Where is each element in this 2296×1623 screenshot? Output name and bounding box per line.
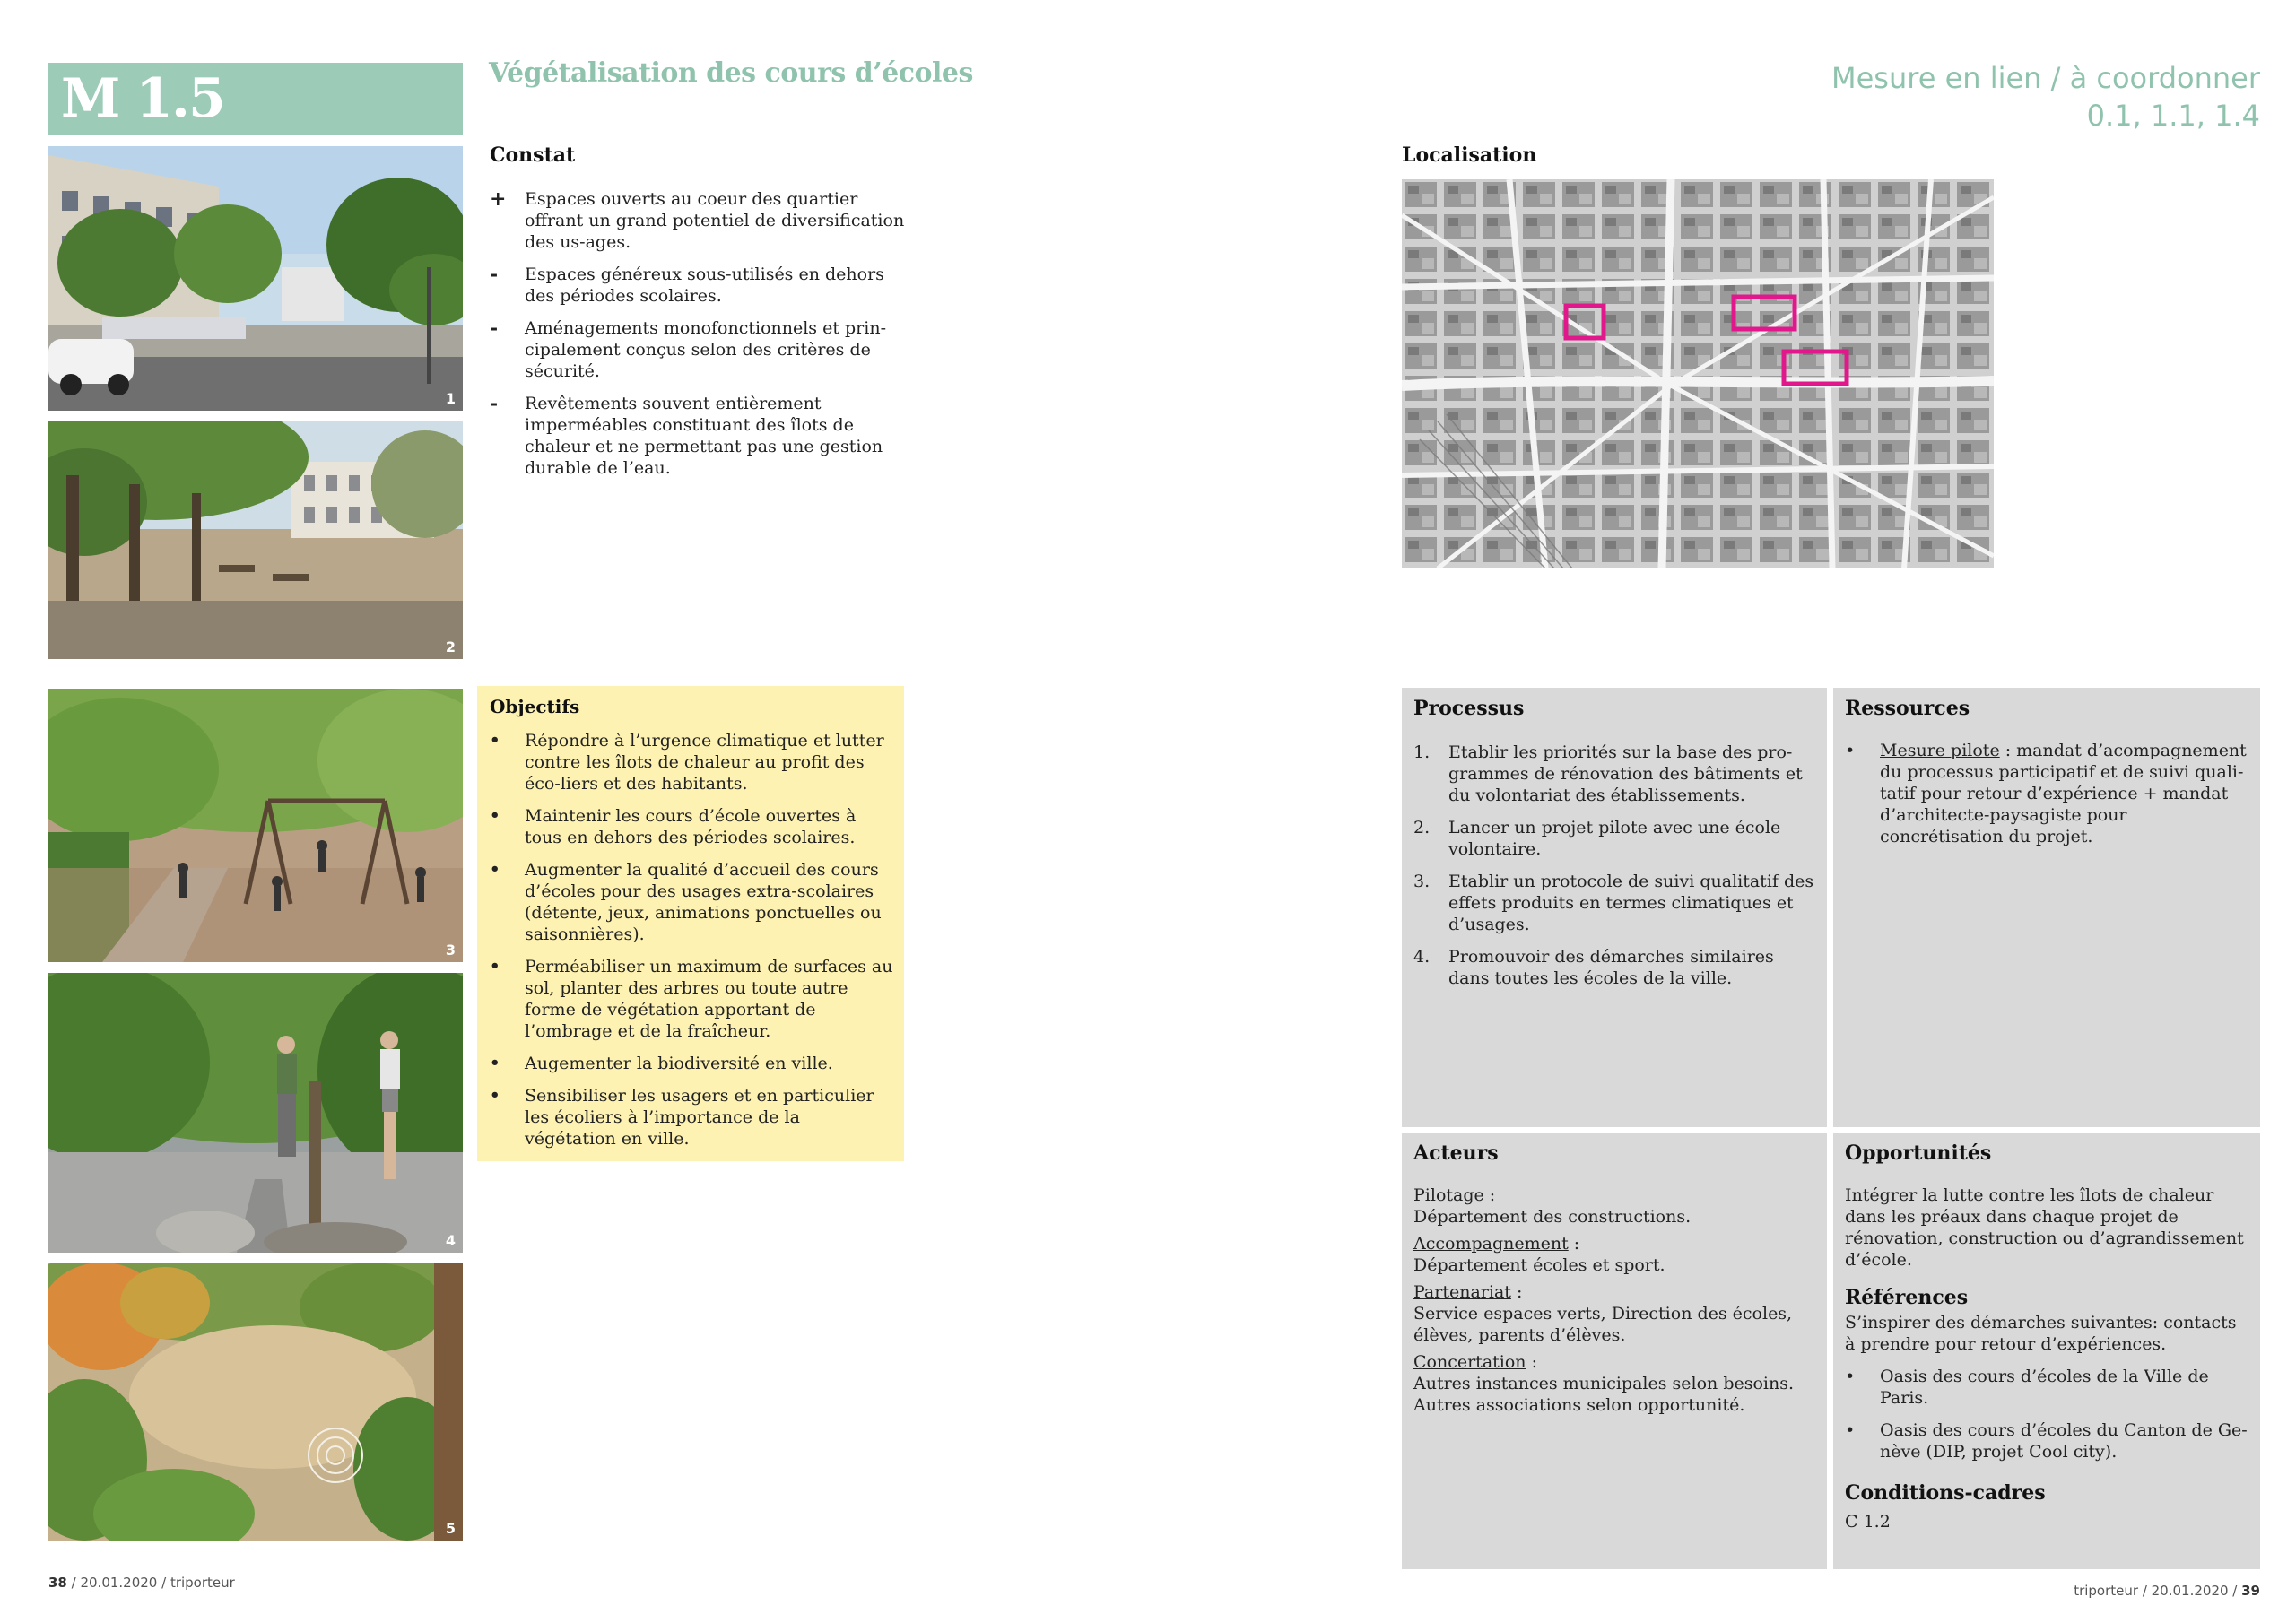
- acteur-group: [1413, 1233, 1817, 1276]
- list-item: [1413, 742, 1817, 806]
- list-item-text: Répondre à l’urgence climatique et lutter contre les îlots de chaleur au profit des éco-liers et des habitants.: [525, 731, 884, 794]
- bullet-icon: •: [490, 1054, 500, 1072]
- conditions-heading: Conditions-cadres: [1845, 1481, 2046, 1505]
- list-item: [490, 1053, 893, 1074]
- opportunites-heading: Opportunités: [1845, 1141, 1992, 1165]
- list-item: [1413, 817, 1817, 860]
- opportunites-content: [1845, 1185, 2248, 1532]
- acteur-label: Partenariat: [1413, 1282, 1511, 1302]
- list-item-text: Revêtements souvent entièrement imperméables constituant des îlots de chaleur et ne permettant pas une gestion durable de l’eau.: [525, 394, 883, 478]
- footer-text: / 20.01.2020 / triporteur: [66, 1575, 235, 1591]
- list-item-text: Sensibiliser les usagers et en particulier les écoliers à l’importance de la végétation en ville.: [525, 1086, 874, 1149]
- photo-5: [48, 1263, 463, 1541]
- list-item-text: Maintenir les cours d’école ouvertes à tous en dehors des périodes scolaires.: [525, 806, 857, 847]
- objectifs-heading: Objectifs: [490, 696, 580, 717]
- list-item-text: Espaces ouverts au coeur des quartier offrant un grand potentiel de diversification des us-ages.: [525, 189, 905, 252]
- list-item: [490, 188, 911, 253]
- photo-number: 1: [445, 390, 456, 407]
- processus-list: [1413, 742, 1817, 1000]
- list-item-text: Perméabiliser un maximum de surfaces au sol, planter des arbres ou toute autre forme de végétation apportant de l’ombrage et de la fraîcheur.: [525, 957, 893, 1041]
- bullet-icon: •: [1845, 1420, 1856, 1440]
- acteur-label-suffix: :: [1568, 1234, 1580, 1254]
- list-item: [490, 264, 911, 307]
- list-number: 3.: [1413, 872, 1431, 891]
- photo-3: [48, 689, 463, 962]
- related-measures: [1632, 59, 2260, 135]
- reference-text: Oasis des cours d’écoles du Canton de Ge-nève (DIP, projet Cool city).: [1880, 1420, 2248, 1462]
- list-item: [490, 805, 893, 848]
- list-item: [1413, 871, 1817, 935]
- bullet-icon: •: [490, 731, 500, 750]
- references-intro: S’inspirer des démarches suivantes: contacts à prendre pour retour d’expériences.: [1845, 1313, 2237, 1354]
- list-number: 1.: [1413, 742, 1431, 762]
- reference-text: Oasis des cours d’écoles de la Ville de Paris.: [1880, 1367, 2209, 1408]
- acteur-label: Concertation: [1413, 1352, 1526, 1372]
- references-heading: Références: [1845, 1286, 1969, 1309]
- related-measures-label: Mesure en lien / à coordonner: [1831, 61, 2260, 95]
- list-item-text: Promouvoir des démarches similaires dans toutes les écoles de la ville.: [1448, 947, 1774, 988]
- list-item: [490, 859, 893, 945]
- minus-icon: -: [490, 392, 499, 415]
- acteur-text: Service espaces verts, Direction des écoles, élèves, parents d’élèves.: [1413, 1304, 1793, 1345]
- list-item: [1413, 946, 1817, 989]
- acteur-label: Pilotage: [1413, 1185, 1484, 1205]
- acteurs-panel: [1402, 1133, 1827, 1569]
- ressources-item: [1845, 740, 2248, 847]
- minus-icon: -: [490, 317, 499, 340]
- list-item: [490, 956, 893, 1042]
- list-item-text: Etablir un protocole de suivi qualitatif des effets produits en termes climatiques et d’usages.: [1448, 872, 1814, 934]
- list-item: [1845, 1366, 2248, 1409]
- list-item: [490, 730, 893, 794]
- photo-1: [48, 146, 463, 411]
- ressources-panel: [1833, 688, 2260, 1127]
- photo-number: 3: [445, 942, 456, 959]
- bullet-icon: •: [490, 1086, 500, 1105]
- acteurs-heading: Acteurs: [1413, 1141, 1499, 1165]
- acteur-text: Département écoles et sport.: [1413, 1255, 1665, 1275]
- acteurs-list: [1413, 1185, 1817, 1421]
- ressources-heading: Ressources: [1845, 697, 1970, 720]
- list-item: [490, 393, 911, 479]
- list-item-text: Espaces généreux sous-utilisés en dehors des périodes scolaires.: [525, 265, 884, 306]
- acteur-text: Autres instances municipales selon besoins. Autres associations selon opportunité.: [1413, 1374, 1795, 1415]
- bullet-icon: •: [490, 860, 500, 879]
- list-item-text: Aménagements monofonctionnels et prin-cipalement conçus selon des critères de sécurité.: [525, 318, 886, 381]
- bullet-icon: •: [1845, 1367, 1856, 1386]
- photo-number: 5: [445, 1520, 456, 1537]
- opportunites-text: Intégrer la lutte contre les îlots de chaleur dans les préaux dans chaque projet de rénovation, construction ou d’agrandissement d’école.: [1845, 1185, 2244, 1270]
- processus-panel: [1402, 688, 1827, 1127]
- page-number: 38: [48, 1575, 67, 1591]
- plus-icon: +: [490, 187, 507, 211]
- footer-left: [48, 1575, 235, 1591]
- bullet-icon: •: [1845, 741, 1856, 760]
- opportunites-panel: [1833, 1133, 2260, 1569]
- photo-2: [48, 421, 463, 659]
- bullet-icon: •: [490, 806, 500, 825]
- minus-icon: -: [490, 263, 499, 286]
- ressources-link: Mesure pilote: [1880, 741, 2000, 760]
- acteur-group: [1413, 1351, 1817, 1416]
- list-item: [490, 1085, 893, 1150]
- constat-list: [490, 188, 911, 490]
- photo-number: 4: [445, 1232, 456, 1249]
- conditions-text: C 1.2: [1845, 1512, 1891, 1532]
- list-item-text: Etablir les priorités sur la base des pro-grammes de rénovation des bâtiments et du volontariat des établissements.: [1448, 742, 1803, 805]
- page-title: Végétalisation des cours d’écoles: [489, 57, 973, 89]
- acteur-group: [1413, 1281, 1817, 1346]
- photo-4: [48, 973, 463, 1253]
- measure-code: M 1.5: [61, 67, 224, 130]
- page-number: 39: [2241, 1583, 2260, 1599]
- location-map: [1402, 179, 1994, 568]
- list-number: 4.: [1413, 947, 1431, 967]
- localisation-heading: Localisation: [1402, 143, 1537, 167]
- acteur-label: Accompagnement: [1413, 1234, 1569, 1254]
- footer-text: triporteur / 20.01.2020 /: [2074, 1583, 2242, 1599]
- objectifs-list: [490, 730, 893, 1160]
- list-item-text: Lancer un projet pilote avec une école volontaire.: [1448, 818, 1781, 859]
- list-number: 2.: [1413, 818, 1431, 838]
- list-item-text: Augementer la biodiversité en ville.: [525, 1054, 833, 1073]
- footer-right: [2074, 1583, 2260, 1599]
- constat-heading: Constat: [490, 143, 576, 167]
- acteur-label-suffix: :: [1526, 1352, 1537, 1372]
- list-item-text: Augmenter la qualité d’accueil des cours d’écoles pour des usages extra-scolaires (détente, jeux, animations ponctuelles ou saisonnières).: [525, 860, 882, 944]
- acteur-label-suffix: :: [1483, 1185, 1496, 1205]
- acteur-label-suffix: :: [1510, 1282, 1523, 1302]
- list-item: [1845, 1419, 2248, 1462]
- list-item: [490, 317, 911, 382]
- processus-heading: Processus: [1413, 697, 1525, 720]
- bullet-icon: •: [490, 957, 500, 976]
- acteur-text: Département des constructions.: [1413, 1207, 1692, 1227]
- acteur-group: [1413, 1185, 1817, 1228]
- photo-number: 2: [445, 638, 456, 655]
- related-measures-codes: 0.1, 1.1, 1.4: [2086, 99, 2260, 133]
- ressources-text: : mandat d’acompagnement du processus participatif et de suivi quali-tatif pour retour d’expérience + mandat d’architecte-paysagiste pour concrétisation du projet.: [1880, 741, 2247, 846]
